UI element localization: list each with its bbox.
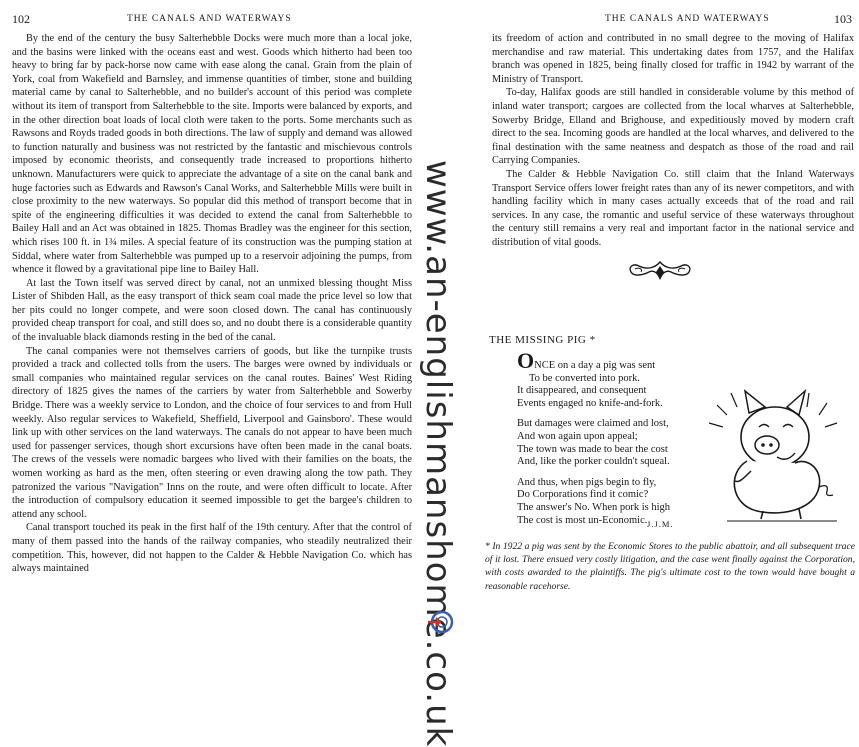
watermark-text: www.an-englishmanshome.co.uk bbox=[418, 160, 458, 747]
paragraph: The Calder & Hebble Navigation Co. still claim that the Inland Waterways Transport Service offers lower freight rates than any of its newer competitors, and with handling facility which in many cases actually exceeds that of the road and rail services. In any case, the romantic and useful service of these waterways throughout the century still remains a very real and important factor in the national service and distribution of vital goods. bbox=[492, 168, 854, 248]
poem-signature: J.J.M. bbox=[647, 519, 674, 529]
right-page bbox=[437, 0, 859, 650]
poem-line: Do Corporations find it comic? bbox=[517, 489, 649, 501]
poem-line: Events engaged no knife-and-fork. bbox=[517, 397, 663, 409]
poem-line: NCE on a day a pig was sent bbox=[534, 360, 656, 371]
poem-line: The town was made to bear the cost bbox=[517, 443, 668, 455]
paragraph: Canal transport touched its peak in the first half of the 19th century. After that the control of many of them passed into the hands of the railway companies, who steadily neutralized their competition. This, however, did not happen to the Calder & Hebble Navigation Co. which has always maintained bbox=[12, 522, 412, 575]
poem-line: And thus, when pigs begin to fly, bbox=[517, 476, 657, 488]
left-page bbox=[0, 0, 422, 650]
pig-illustration-icon bbox=[687, 383, 847, 523]
poem-line: But damages were claimed and lost, bbox=[517, 418, 669, 430]
site-logo-icon bbox=[426, 608, 454, 636]
poem-line: The answer's No. When pork is high bbox=[517, 501, 671, 513]
right-body-text bbox=[492, 32, 854, 250]
poem-line: And won again upon appeal; bbox=[517, 430, 638, 442]
poem-line: The cost is most un-Economic. bbox=[517, 514, 648, 526]
poem-title: THE MISSING PIG * bbox=[489, 334, 596, 346]
watermark bbox=[418, 160, 478, 747]
paragraph: To-day, Halifax goods are still handled in considerable volume by this method of inland water transport; cargoes are collected from the local wharves at Salterhebble, Sowerby Bridge, Elland and Brighouse, and expeditiously moved by modern craft direct to the sea. Incoming goods are handled at the local wharves, and delivered to the final destination with the same neatness and despatch as those of the road and rail Carrying Companies. bbox=[492, 87, 854, 167]
paragraph: its freedom of action and contributed in no small degree to the moving of Halifax merchandise and raw material. This undertaking dates from 1757, and the Halifax branch was opened in 1825, being finally closed for traffic in 1942 by warrant of the Ministry of Transport. bbox=[492, 33, 854, 85]
ornament-flourish-icon bbox=[625, 258, 695, 284]
right-page-number: 103 bbox=[834, 12, 852, 26]
poem-line: It disappeared, and consequent bbox=[517, 385, 647, 397]
footnote: * In 1922 a pig was sent by the Economic Stores to the public abattoir, and all subsequent trace of it lost. There ensued very costly litigation, and the case went finally against the Corporation, with costs awarded to the plaintiffs. The pig's ultimate cost to the town would have bought a reasonable racehorse. bbox=[485, 541, 855, 592]
left-page-number: 102 bbox=[12, 12, 30, 26]
paragraph: At last the Town itself was served direct by canal, not an unmixed blessing thought Miss Lister of Shibden Hall, as the easy transport of thick seam coal made the price level so low that her pits could no longer compete, and were soon closed down. The canal has continuously provided cheap transport for coal, and still does so, and no doubt there is a considerable quantity of the invaluable black diamonds resting in the bed of the canal. bbox=[12, 277, 412, 344]
right-running-head: THE CANALS AND WATERWAYS bbox=[605, 14, 770, 24]
poem-line: And, like the porker couldn't squeal. bbox=[517, 456, 670, 468]
left-running-head: THE CANALS AND WATERWAYS bbox=[127, 14, 292, 24]
poem-line: To be converted into pork. bbox=[529, 372, 640, 384]
drop-cap: O bbox=[517, 348, 535, 373]
paragraph: By the end of the century the busy Salterhebble Docks were much more than a local joke, and the basins were linked with the oceans east and west. Goods which hitherto had been too heavy to bring far by pack-horse now came with ease along the canal. Grain from the plain of York, coal from Wakefield and Barnsley, and immense quantities of timber, stone and building material came by canal to Salterhebble, and no builder's account of this period was complete without its item of transport from Salterhebble to the site. Imports were balanced by exports, and in the other direction boat loads of local cloth were taken to the ports. Some merchants such as Rawsons and Royds traded goods in both directions. The law of supply and demand was allowed to function naturally and business was not restricted by the fantastic and mischievous controls imposed by economic theorists, and consequently trade increased to proportions hitherto unknown. Manufacturers were quick to appreciate the advantage of a site on the canal bank and huge factories such as Edwards and Rawson's Canal Works, and Salterhebble Mills were built in close proximity to the new waterways. So popular did this method of transport become that in spite of the engineering difficulties it was decided to extend the canal from Salterhebble to Bailey Hall and an Act was obtained in 1825. Thomas Bradley was the engineer for this section, which rises 100 ft. in 1¾ miles. A special feature of its construction was the pumping station at Siddal, where water from Salterhebble was pumped up to a reservoir adjoining the pumps, from whence it flowed by a gravitational pipe line to Bailey Hall. bbox=[12, 33, 412, 276]
left-body-text bbox=[12, 32, 412, 576]
paragraph: The canal companies were not themselves carriers of goods, but like the turnpike trusts provided a track and collected tolls from the users. The barges were owned by individuals or small companies who maintained regular services on the canal routes. Baines' West Riding directory of 1825 gives the names of the carriers by water from Salterhebble and Sowerby Bridge. There was a weekly service to London, and the choice of four services to and from Hull weekly. Also regular services to Wakefield, Sheffield, Liverpool and Gainsboro'. These would link up with other services on the land waterways. The canals do not appear to have been much used for passenger services, though short excursions have often been made in the canal boats. The crews of the vessels were nomadic bargees who lived with their families on the boats, the women working as hard as the men, often steering or even drawing along the tow path. They patronized the various "Navigation" Inns on the route, and were often difficult to locate. After the introduction of compulsory education it seemed impossible to get the bargee's children to attend any school. bbox=[12, 345, 412, 520]
